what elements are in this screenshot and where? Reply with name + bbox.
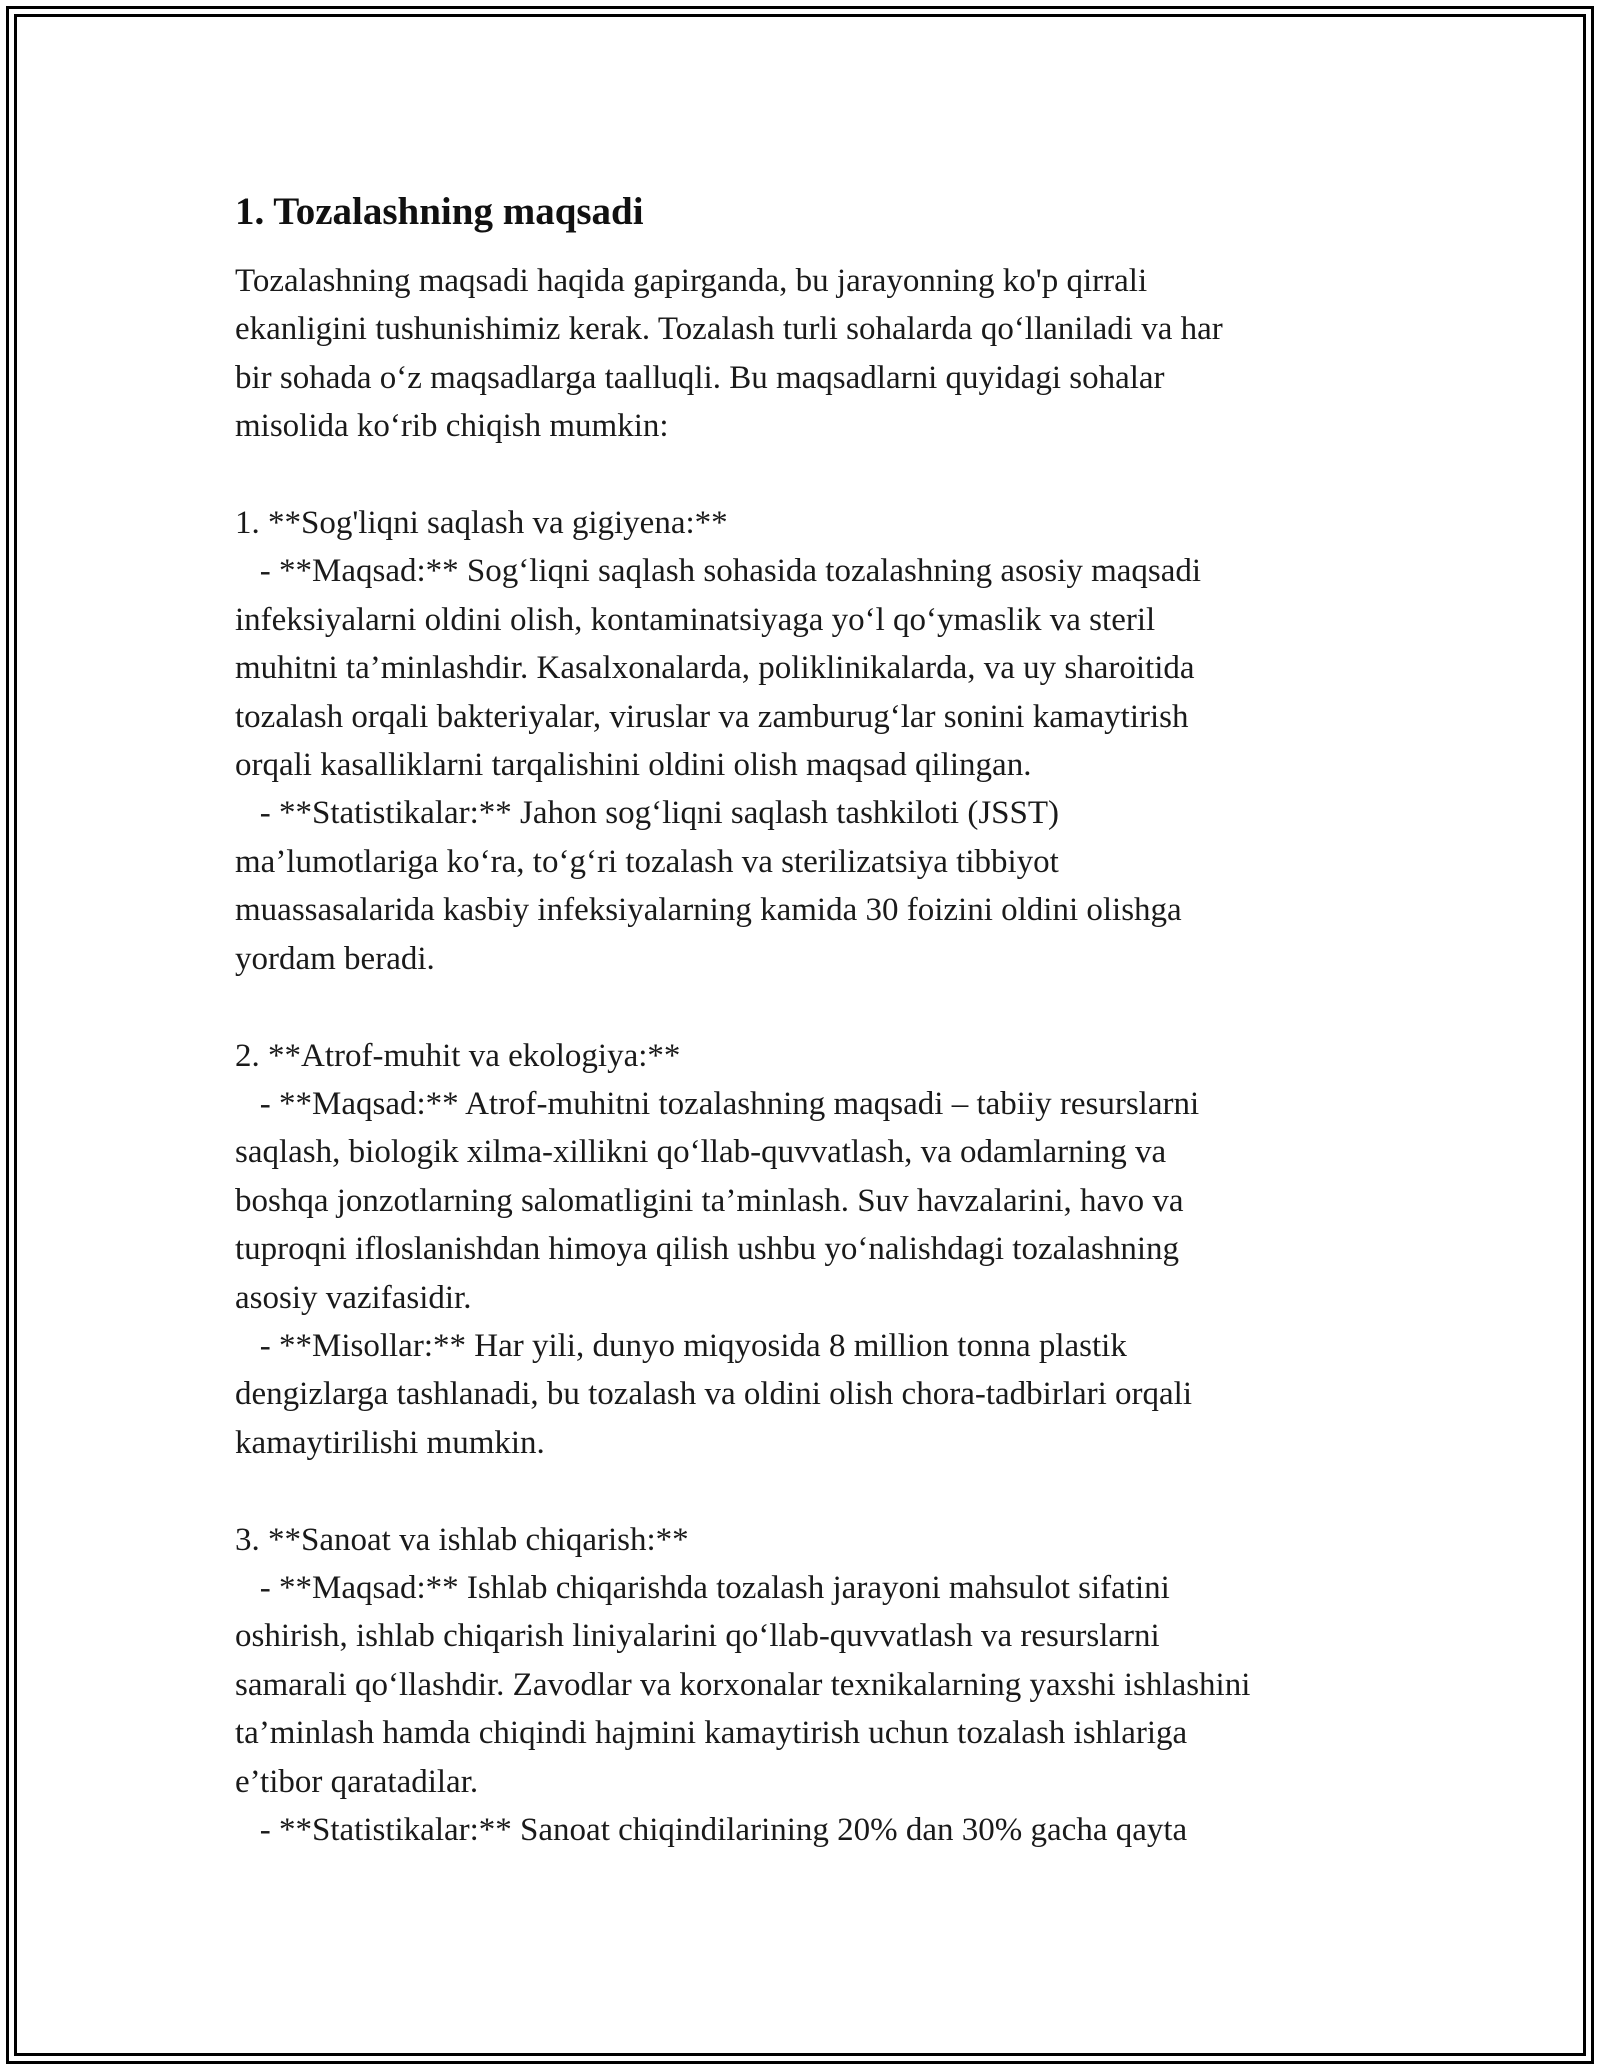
section-body: Tozalashning maqsadi haqida gapirganda, bu jarayonning ko'p qirrali ekanligini tushunishimiz kerak. Tozalash turli sohalarda qo‘llaniladi va har bir sohada o‘z maqsadlarga taalluqli. Bu maqsadlarni quyidagi sohalar misolida ko‘rib chiqish mumkin: 1. **Sog'liqni saqlash va gigiyena:** - **Maqsad:** Sog‘liqni saqlash sohasida tozalashning asosiy maqsadi infeksiyalarni oldini olish, kontaminatsiyaga yo‘l qo‘ymaslik va steril muhitni ta’minlashdir. Kasalxonalarda, poliklinikalarda, va uy sharoitida tozalash orqali bakteriyalar, viruslar va zamburug‘lar sonini kamaytirish orqali kasalliklarni tarqalishini oldini olish maqsad qilingan. - **Statistikalar:** Jahon sog‘liqni saqlash tashkiloti (JSST) ma’lumotlariga ko‘ra, to‘g‘ri tozalash va sterilizatsiya tibbiyot muassasalarida kasbiy infeksiyalarning kamida 30 foizini oldini olishga yordam beradi. 2. **Atrof-muhit va ekologiya:** - **Maqsad:** Atrof-muhitni tozalashning maqsadi – tabiiy resurslarni saqlash, biologik xilma-xillikni qo‘llab-quvvatlash, va odamlarning va boshqa jonzotlarning salomatligini ta’minlash. Suv havzalarini, havo va tuproqni ifloslanishdan himoya qilish ushbu yo‘nalishdagi tozalashning asosiy vazifasidir. - **Misollar:** Har yili, dunyo miqyosida 8 million tonna plastik dengizlarga tashlanadi, bu tozalash va oldini olish chora-tadbirlari orqali kamaytirilishi mumkin. 3. **Sanoat va ishlab chiqarish:** - **Maqsad:** Ishlab chiqarishda tozalash jarayoni mahsulot sifatini oshirish, ishlab chiqarish liniyalarini qo‘llab-quvvatlash va resurslarni samarali qo‘llashdir. Zavodlar va korxonalar texnikalarning yaxshi ishlashini ta’minlash hamda chiqindi hajmini kamaytirish uchun tozalash ishlariga e’tibor qaratadilar. - **Statistikalar:** Sanoat chiqindilarining 20% dan 30% gacha qayta <box>235 263 1251 1848</box>
document-page <box>235 186 1375 1854</box>
section-heading: 1. Tozalashning maqsadi <box>235 190 644 233</box>
